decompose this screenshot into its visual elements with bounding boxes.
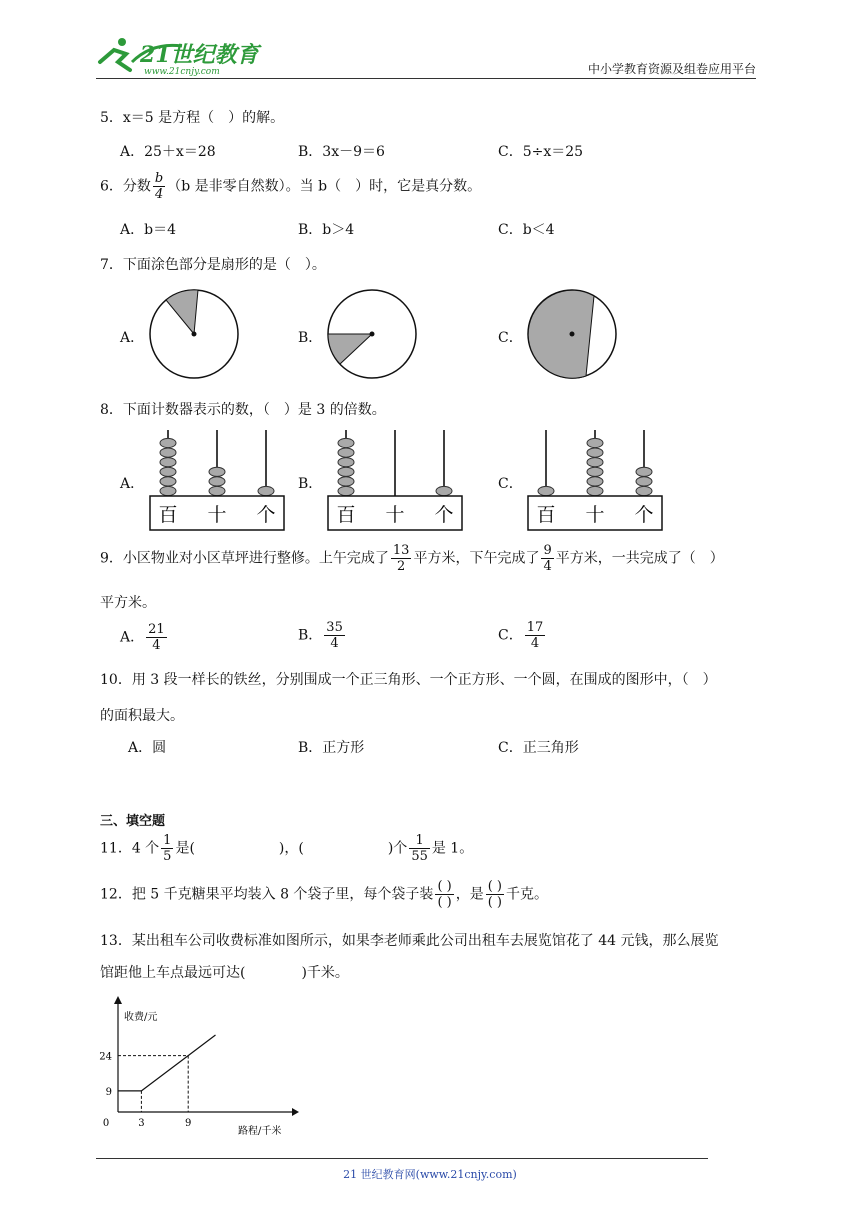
logo-url: www.21cnjy.com: [144, 67, 220, 77]
counter-place-label: 百: [536, 504, 556, 526]
counter-bead: [160, 438, 176, 447]
counter-place-label: 个: [434, 504, 454, 526]
q8-stem: 8．下面计数器表示的数，（ ）是 3 的倍数。: [100, 402, 386, 418]
q13-line1: 13．某出租车公司收费标准如图所示，如果李老师乘此公司出租车去展览馆花了 44 元钱，那么展览: [100, 933, 719, 949]
header-divider: [96, 78, 756, 79]
q9-frac-afternoon: $\frac{9}{4}$: [543, 543, 552, 574]
counter-bead: [587, 467, 603, 476]
q7-option-a: A．: [120, 330, 145, 346]
counter-place-label: 百: [336, 504, 356, 526]
logo-text: 21世纪教育: [140, 42, 259, 68]
q9-option-c: C． $\frac{17}{4}$: [498, 620, 544, 651]
q8-counter-b: [326, 426, 464, 534]
q9-line2: 平方米。: [100, 595, 156, 611]
counter-bead: [160, 467, 176, 476]
counter-bead: [636, 486, 652, 495]
q7-circle-b: [326, 288, 420, 382]
q7-option-b: B．: [298, 330, 323, 346]
counter-bead: [160, 477, 176, 486]
counter-place-label: 十: [207, 504, 227, 526]
counter-bead: [338, 458, 354, 467]
counter-bead: [209, 477, 225, 486]
taxi-fare-chart: [96, 992, 306, 1142]
q8-counter-a: [148, 426, 286, 534]
chart-series-line: [118, 1035, 216, 1091]
q8-option-c: C．: [498, 476, 523, 492]
counter-place-label: 个: [634, 504, 654, 526]
q6-stem: 6．分数 $\frac{b}{4}$ （b 是非零自然数）。当 b（ ）时，它是真分数。: [100, 171, 482, 202]
counter-bead: [160, 448, 176, 457]
chart-x-arrow: [292, 1108, 299, 1116]
logo: [92, 32, 262, 78]
q8-counter-c: [526, 426, 664, 534]
counter-bead: [587, 438, 603, 447]
q8-option-b: B．: [298, 476, 323, 492]
q9-frac-morning: $\frac{13}{2}$: [392, 543, 410, 574]
q7-stem: 7．下面涂色部分是扇形的是（ ）。: [100, 257, 326, 273]
q5-stem: 5．x＝5 是方程（ ）的解。: [100, 110, 285, 126]
counter-place-label: 百: [158, 504, 178, 526]
q6-option-c: C．b＜4: [498, 222, 555, 238]
q6-fraction: $\frac{b}{4}$: [154, 171, 164, 202]
counter-bead: [160, 486, 176, 495]
q8-option-a: A．: [120, 476, 145, 492]
q7-circle-c: [526, 288, 620, 382]
q10-option-b: B．正方形: [298, 740, 365, 756]
counter-bead: [209, 467, 225, 476]
platform-title: 中小学教育资源及组卷应用平台: [587, 62, 756, 76]
footer-text: 21 世纪教育网(www.21cnjy.com): [343, 1168, 517, 1181]
q9-stem: 9．小区物业对小区草坪进行整修。上午完成了 $\frac{13}{2}$ 平方米，下午完成了 $\frac{9}{4}$ 平方米，一共完成了（ ）: [100, 543, 724, 574]
counter-bead: [636, 467, 652, 476]
q5-option-b: B．3x－9＝6: [298, 144, 385, 160]
q10-line1: 10．用 3 段一样长的铁丝，分别围成一个正三角形、一个正方形、一个圆，在围成的图形中，（ ）: [100, 672, 717, 688]
q10-option-c: C．正三角形: [498, 740, 579, 756]
q10-line2: 的面积最大。: [100, 708, 184, 724]
counter-bead: [436, 486, 452, 495]
counter-place-label: 个: [256, 504, 276, 526]
counter-place-label: 十: [385, 504, 405, 526]
chart-x-tick: 0: [102, 1118, 110, 1129]
chart-xlabel: 路程/千米: [238, 1126, 282, 1137]
q9-option-a: A． $\frac{21}{4}$: [120, 622, 165, 653]
chart-y-tick: 9: [105, 1086, 112, 1098]
counter-bead: [636, 477, 652, 486]
q7-option-c: C．: [498, 330, 523, 346]
q6-option-a: A．b＝4: [120, 222, 176, 238]
chart-x-tick: 3: [138, 1118, 145, 1129]
chart-ylabel: 收费/元: [124, 1012, 158, 1023]
q5-option-a: A．25＋x＝28: [120, 144, 216, 160]
counter-bead: [587, 486, 603, 495]
counter-bead: [338, 477, 354, 486]
counter-bead: [338, 448, 354, 457]
footer-divider: [96, 1158, 708, 1159]
counter-bead: [160, 458, 176, 467]
q13-line2: 馆距他上车点最远可达( )千米。: [100, 965, 349, 981]
q9-option-b: B． $\frac{35}{4}$: [298, 620, 343, 651]
q11-stem: 11．4 个 $\frac{1}{5}$ 是( )，( )个 $\frac{1}{55}$ 是 1。: [100, 833, 474, 864]
counter-bead: [587, 448, 603, 457]
chart-y-arrow: [114, 996, 122, 1004]
chart-x-tick: 9: [185, 1118, 192, 1129]
q12-stem: 12．把 5 千克糖果平均装入 8 个袋子里，每个袋子装 $\frac{( )}{( )}$ ，是 $\frac{( )}{( )}$ 千克。: [100, 879, 548, 910]
counter-bead: [258, 486, 274, 495]
counter-bead: [587, 477, 603, 486]
q5-option-c: C．5÷x＝25: [498, 144, 584, 160]
counter-place-label: 十: [585, 504, 605, 526]
counter-bead: [587, 458, 603, 467]
q10-option-a: A．圆: [128, 740, 167, 756]
q7-circle-a: [148, 288, 242, 382]
counter-bead: [538, 486, 554, 495]
counter-bead: [338, 467, 354, 476]
counter-bead: [338, 438, 354, 447]
counter-bead: [338, 486, 354, 495]
section-title: 三、填空题: [100, 814, 166, 829]
q6-option-b: B．b＞4: [298, 222, 355, 238]
counter-bead: [209, 486, 225, 495]
chart-y-tick: 24: [99, 1051, 112, 1063]
